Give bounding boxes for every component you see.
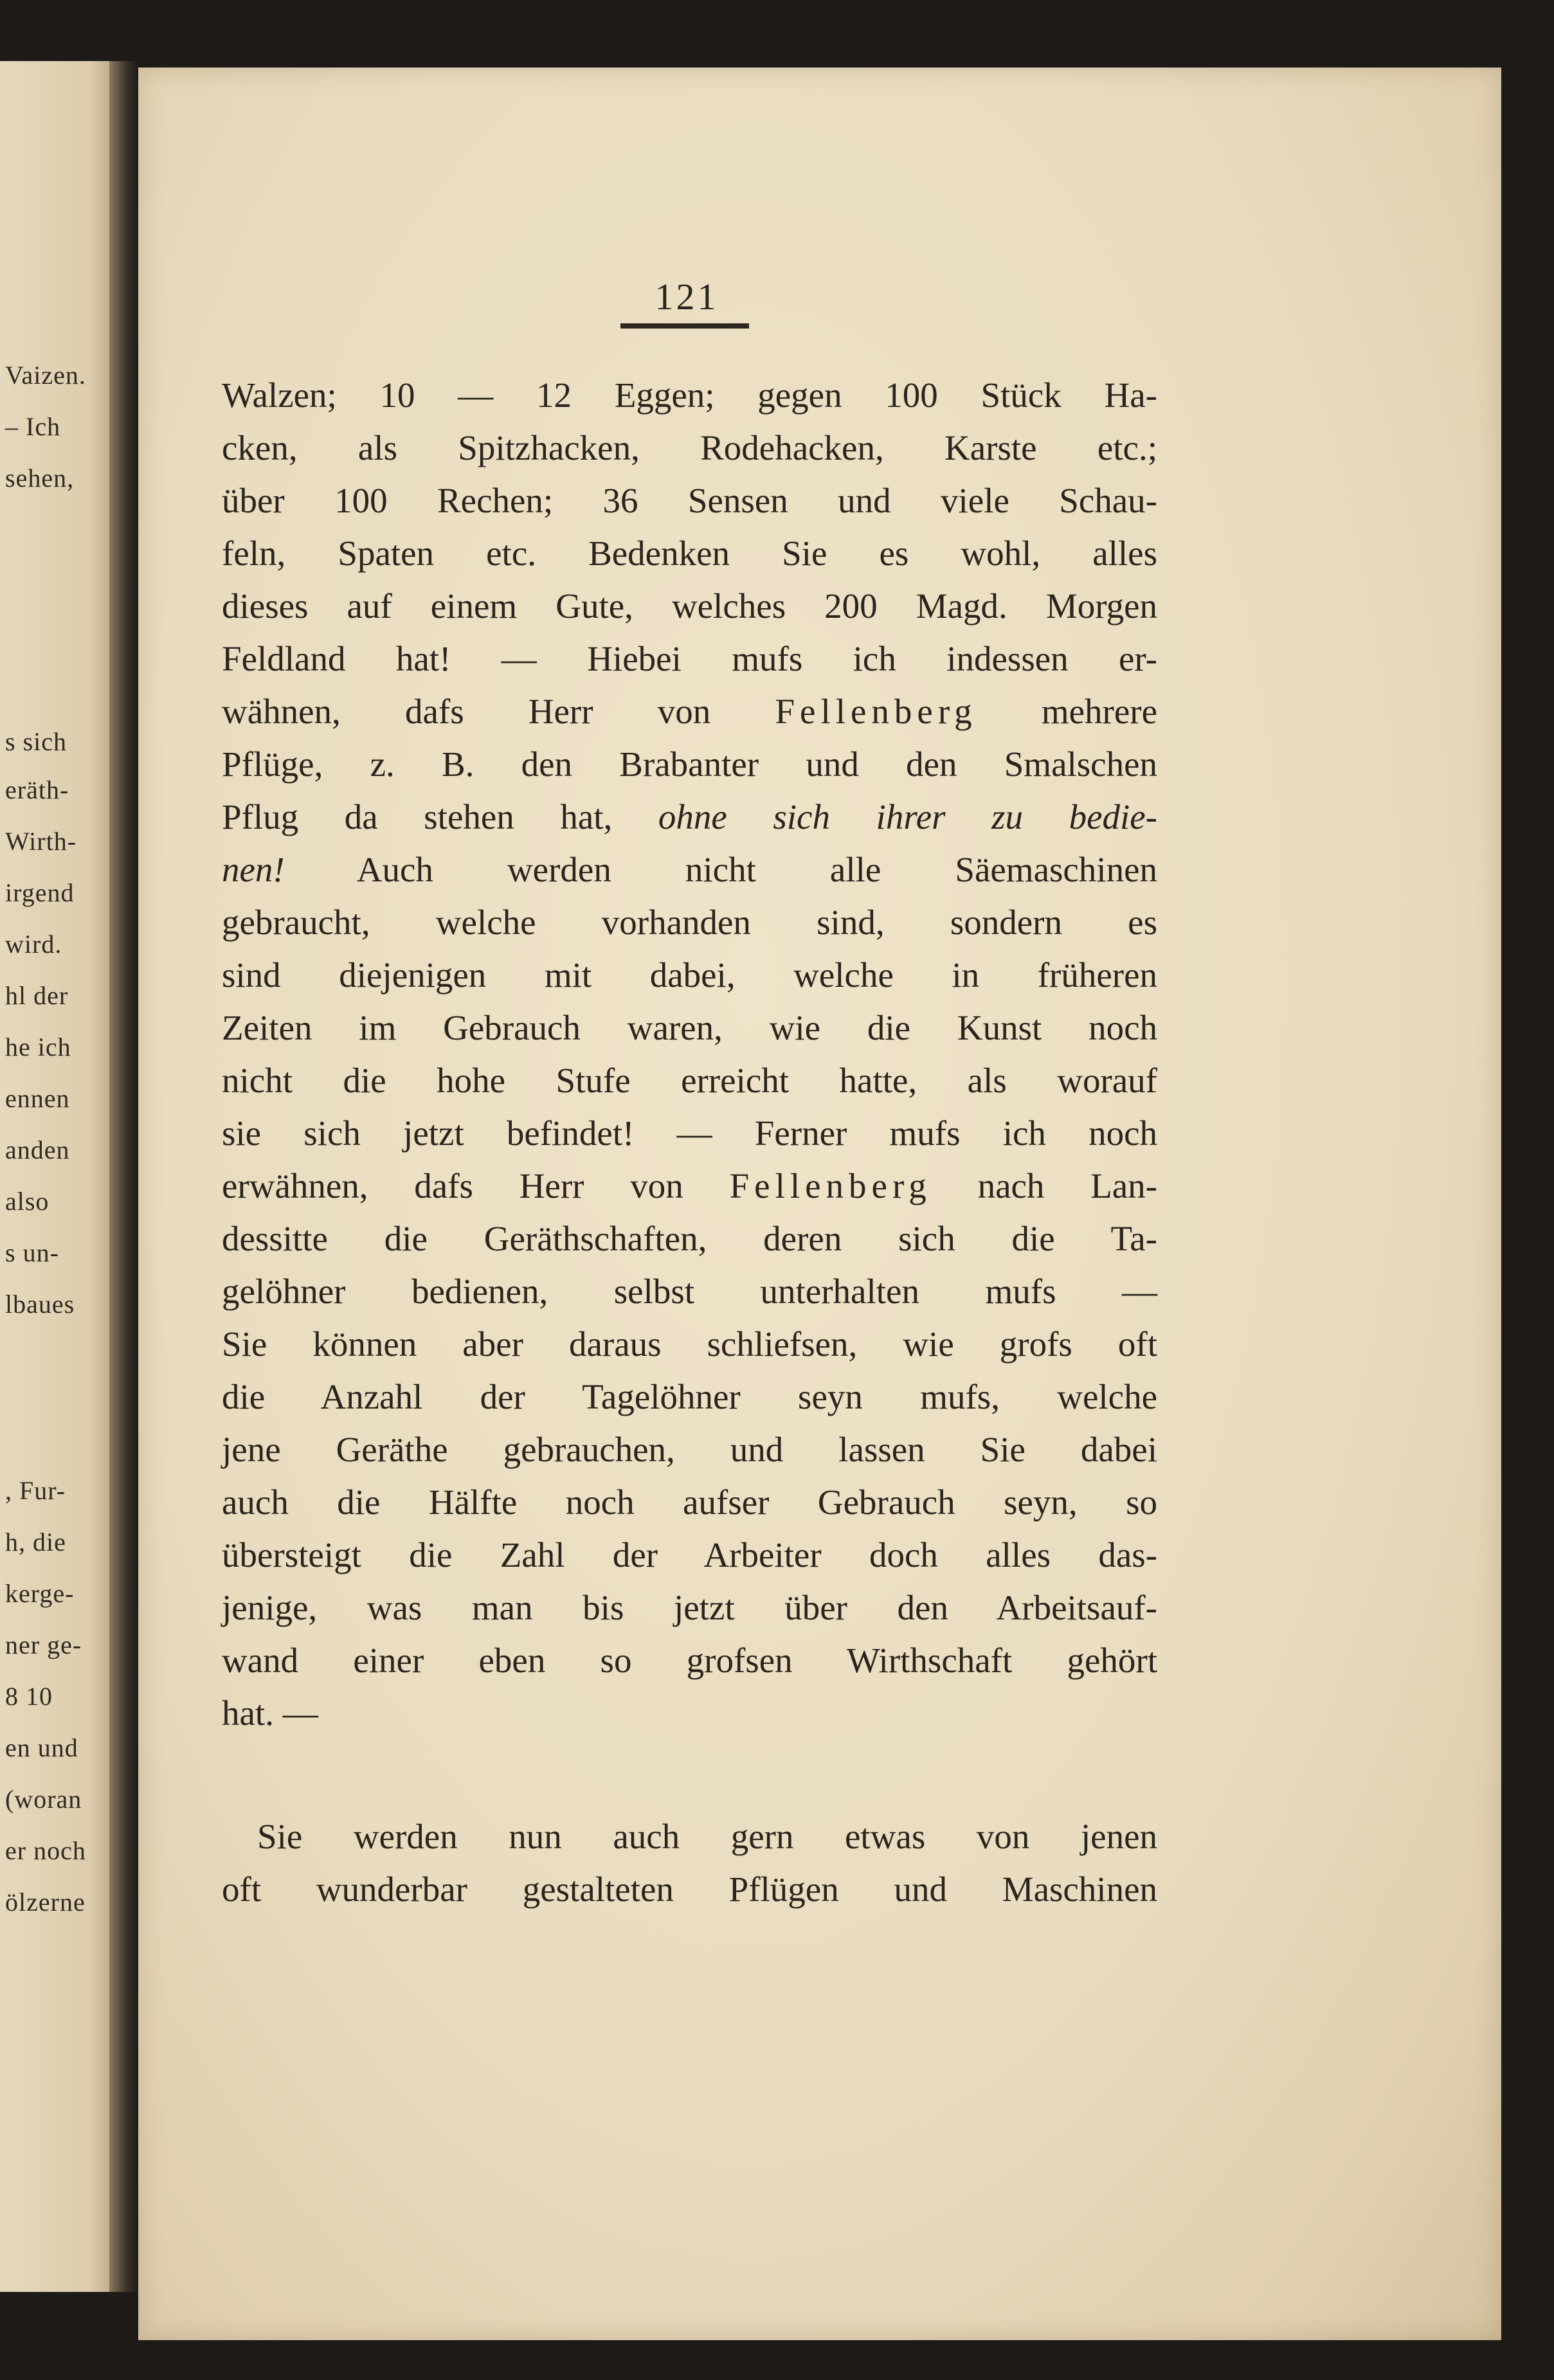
text-line: gebraucht, welche vorhanden sind, sondern es [222,903,1157,942]
text-line: feln, Spaten etc. Bedenken Sie es wohl, alles [222,534,1157,573]
text-line: dessitte die Geräthschaften, deren sich die Ta- [222,1219,1157,1258]
left-page-fragment: ölzerne [5,1888,86,1916]
text-line: wand einer eben so grofsen Wirthschaft gehört [222,1641,1157,1680]
left-page-fragment: irgend [5,878,75,907]
left-page-fragment: also [5,1187,50,1216]
text-line: Pflüge, z. B. den Brabanter und den Smalschen [222,744,1157,784]
left-page-fragment: he ich [5,1032,71,1061]
left-page-fragment: sehen, [5,464,75,492]
text-line: dieses auf einem Gute, welches 200 Magd. Morgen [222,586,1157,626]
text-line [222,847,1157,892]
text-line [222,795,1157,840]
text-line: Walzen; 10 — 12 Eggen; gegen 100 Stück Ha- [222,375,1157,415]
text-segment: Auch werden nicht alle Säemaschinen [284,850,1157,889]
text-segment: nach Lan- [931,1166,1157,1205]
left-page-fragment: , Fur- [5,1476,66,1505]
left-page-fragment: wird. [5,930,62,959]
text-segment: mehrere [977,692,1157,731]
left-page-fragment: s un- [5,1238,59,1267]
text-line: jene Geräthe gebrauchen, und lassen Sie dabei [222,1430,1157,1469]
text-line: übersteigt die Zahl der Arbeiter doch alles das- [222,1535,1157,1574]
text-line: sind diejenigen mit dabei, welche in früheren [222,955,1157,995]
text-segment: wähnen, dafs Herr von [222,692,775,731]
italic-emphasis: nen! [222,850,285,889]
text-line [222,1164,1157,1209]
left-page-fragment: – Ich [5,412,61,441]
spaced-name: Fellenberg [775,692,977,731]
italic-emphasis: ohne sich ihrer zu bedie- [658,797,1157,836]
text-line: oft wunderbar gestalteten Pflügen und Maschinen [222,1870,1157,1909]
left-page-fragment: h, die [5,1528,66,1556]
text-line: cken, als Spitzhacken, Rodehacken, Karste etc.; [222,428,1157,467]
text-line: hat. — [222,1693,318,1733]
left-page-fragment: ner ge- [5,1630,82,1659]
text-line [222,689,1157,734]
left-page-fragment: s sich [5,727,67,756]
left-page-fragment: Vaizen. [5,361,86,390]
text-line: nicht die hohe Stufe erreicht hatte, als worauf [222,1061,1157,1100]
text-line: Zeiten im Gebrauch waren, wie die Kunst noch [222,1008,1157,1047]
text-line: Feldland hat! — Hiebei mufs ich indessen er- [222,639,1157,678]
text-line: die Anzahl der Tagelöhner seyn mufs, welche [222,1377,1157,1416]
left-page-fragment: hl der [5,981,69,1010]
text-line: gelöhner bedienen, selbst unterhalten mufs — [222,1272,1157,1311]
text-line: jenige, was man bis jetzt über den Arbeitsauf- [222,1588,1157,1627]
text-line: Sie werden nun auch gern etwas von jenen [257,1817,1157,1856]
page-number-rule [620,323,749,329]
left-page-fragment: eräth- [5,775,69,804]
left-page-fragment: en und [5,1733,78,1762]
left-page-fragment: (woran [5,1785,82,1814]
left-page-fragment: Wirth- [5,827,77,856]
left-page-fragment: anden [5,1135,70,1164]
left-page-fragment: 8 10 [5,1682,53,1711]
text-segment: erwähnen, dafs Herr von [222,1166,730,1205]
page-number: 121 [655,276,719,318]
left-page-fragment: ennen [5,1084,70,1113]
text-segment: Pflug da stehen hat, [222,797,658,836]
left-page-fragment: lbaues [5,1290,75,1319]
spaced-name: Fellenberg [729,1166,932,1205]
left-page-fragment: er noch [5,1836,86,1865]
left-page-fragment: kerge- [5,1579,75,1608]
text-line: Sie können aber daraus schliefsen, wie grofs oft [222,1324,1157,1364]
text-line: auch die Hälfte noch aufser Gebrauch seyn, so [222,1483,1157,1522]
text-line: sie sich jetzt befindet! — Ferner mufs ich noch [222,1113,1157,1153]
text-line: über 100 Rechen; 36 Sensen und viele Schau- [222,481,1157,520]
book-gutter [109,61,140,2292]
